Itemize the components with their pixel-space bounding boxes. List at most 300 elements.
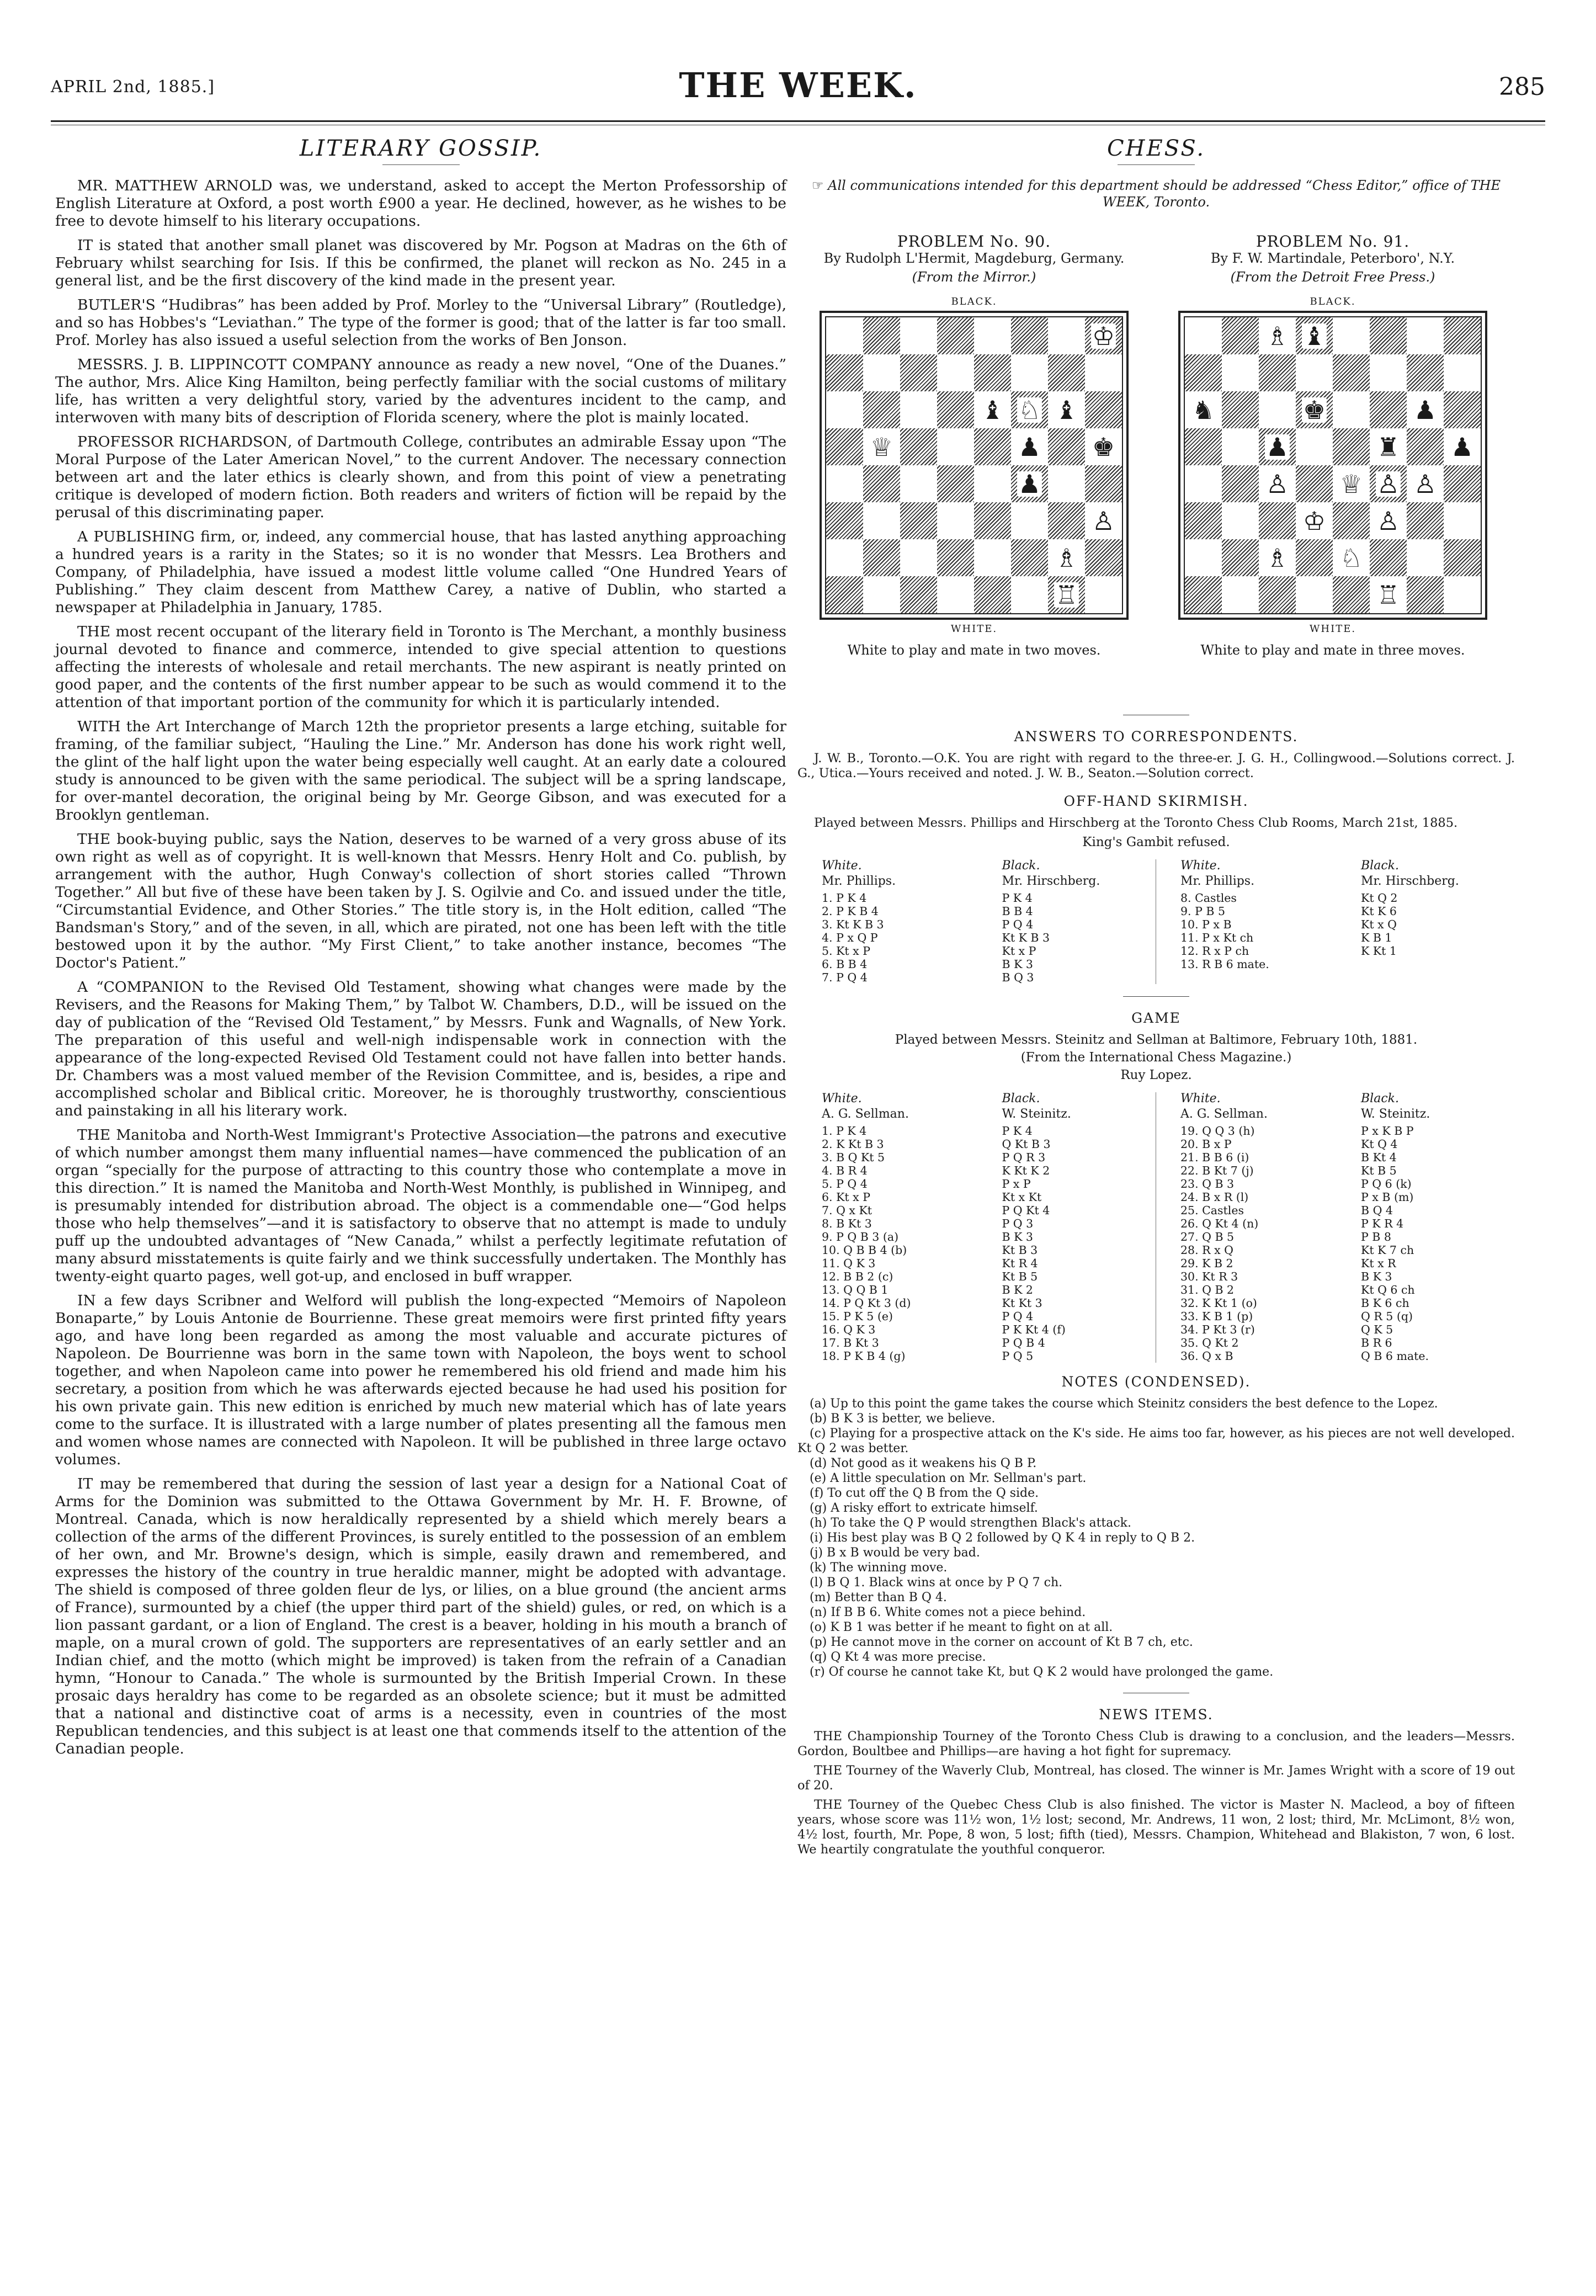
chess-piece-icon: ♗ — [1265, 543, 1289, 573]
paragraph-lead: A “COMPANION — [77, 979, 204, 996]
black-move: P Q R 3 — [1002, 1151, 1046, 1164]
board-square — [937, 502, 974, 539]
white-move: 13. R B 6 mate. — [1180, 958, 1269, 971]
white-move: 11. Q K 3 — [822, 1257, 876, 1270]
black-move: K B 1 — [1361, 931, 1392, 944]
white-move: 22. B Kt 7 (j) — [1180, 1164, 1254, 1177]
board-square — [937, 317, 974, 354]
black-move: P Q Kt 4 — [1002, 1204, 1050, 1217]
black-move: P Q 6 (k) — [1361, 1177, 1412, 1190]
moves-half — [1156, 859, 1515, 984]
white-move: 36. Q x B — [1180, 1349, 1233, 1363]
game-note: (b) B K 3 is better, we believe. — [810, 1412, 996, 1426]
board-square — [1222, 317, 1259, 354]
answers-heading: ANSWERS TO CORRESPONDENTS. — [1014, 729, 1299, 745]
board-square — [1259, 354, 1296, 391]
board-square — [1011, 539, 1048, 576]
board-square — [1048, 354, 1085, 391]
black-move: Q K 5 — [1361, 1323, 1393, 1336]
board-square — [1296, 354, 1333, 391]
black-move: Kt Q 4 — [1361, 1138, 1398, 1151]
paragraph-text: Manitoba and North-West Immigrant's Protective Association—the patrons and executive of which number amongst them many influential names—have commenced the publication of an organ “specially for the purpose of attracting to this country those who contemplate a move in this direction.” It is named the Manitoba and North-West Monthly, is published in Winnipeg, and is presumably intended for distribution abroad. The object is a commendable one—“God helps those who help themselves”—and it is satisfactory to observe that no attempt is made to unduly puff up the undoubted advantages of “New Canada,” whilst a perfectly legitimate refutation of many absurd misstatements is quite fairly and we think successfully undertaken. The Monthly has twenty-eight quarto pages, well got-up, and enclosed in buff wrapper. — [55, 1126, 786, 1285]
black-player: Mr. Hirschberg. — [1361, 874, 1459, 888]
skirmish-heading: OFF-HAND SKIRMISH. — [1063, 793, 1249, 809]
white-move: 6. Kt x P — [822, 1190, 871, 1204]
board-square — [1085, 317, 1122, 354]
board-square — [1185, 576, 1222, 613]
board-square — [863, 502, 900, 539]
white-move: 19. Q Q 3 (h) — [1180, 1124, 1255, 1138]
chess-piece-icon: ♟ — [1265, 432, 1289, 462]
white-move: 18. P K B 4 (g) — [822, 1349, 906, 1363]
game-note: (o) K B 1 was better if he meant to fight on at all. — [810, 1620, 1113, 1634]
board-square — [1370, 502, 1407, 539]
news-item: THE Tourney of the Waverly Club, Montreal, has closed. The winner is Mr. James Wright with a score of 19 out of 20. — [797, 1763, 1515, 1793]
board-square — [1370, 354, 1407, 391]
board-square — [1333, 465, 1370, 502]
paragraph-text: firm, or, indeed, any commercial house, that has lasted anything approaching a hundred years is a rarity in the States; so it is no wonder that Messrs. Lea Brothers and Company, of Philadelphia, have issued a modest little volume called “One Hundred Years of Publishing.” They claim descent from Matthew Carey, a native of Dublin, who started a newspaper at Philadelphia in January, 1785. — [55, 528, 787, 616]
board-square — [1085, 539, 1122, 576]
white-moves-column — [803, 1092, 977, 1363]
white-player: A. G. Sellman. — [822, 1107, 909, 1121]
white-move: 4. P x Q P — [822, 931, 878, 944]
game-note: (a) Up to this point the game takes the course which Steinitz considers the best defence to the Lopez. — [810, 1397, 1438, 1411]
black-move: B B 4 — [1002, 905, 1033, 918]
paragraph-lead: PROFESSOR RICHARDSON — [77, 433, 288, 450]
black-move: P K R 4 — [1361, 1217, 1404, 1230]
board-square — [1444, 539, 1481, 576]
publication-title: THE WEEK. — [679, 65, 917, 105]
white-move: 10. Q B B 4 (b) — [822, 1243, 907, 1257]
white-move: 27. Q B 5 — [1180, 1230, 1235, 1243]
black-move: P K 4 — [1002, 891, 1033, 905]
chess-column — [797, 132, 1515, 1862]
board-square — [826, 502, 863, 539]
moves-half — [797, 1092, 1156, 1363]
white-move: 26. Q Kt 4 (n) — [1180, 1217, 1259, 1230]
game-note: (c) Playing for a prospective attack on the K's side. He aims too far, however, as his pieces are not well developed. Kt Q 2 was better. — [797, 1427, 1515, 1455]
board-square — [1085, 502, 1122, 539]
board-square — [1011, 465, 1048, 502]
white-header: White. — [822, 859, 862, 873]
black-move: Kt K 6 — [1361, 905, 1397, 918]
black-move: B K 3 — [1002, 958, 1033, 971]
board-square — [937, 354, 974, 391]
news-items — [797, 1729, 1515, 1857]
white-move: 25. Castles — [1180, 1204, 1244, 1217]
board-square — [1011, 317, 1048, 354]
paragraph-lead: IN — [77, 1292, 96, 1309]
board-square — [1048, 539, 1085, 576]
game-note: (p) He cannot move in the corner on account of Kt B 7 ch, etc. — [810, 1635, 1193, 1649]
board-square — [900, 391, 937, 428]
white-move: 17. B Kt 3 — [822, 1336, 879, 1349]
chess-piece-icon: ♙ — [1092, 506, 1115, 536]
board-square — [974, 576, 1011, 613]
board-square — [1185, 428, 1222, 465]
chess-piece-icon: ♗ — [1265, 321, 1289, 351]
white-move: 10. P x B — [1180, 918, 1232, 931]
gossip-paragraph — [55, 1126, 786, 1285]
game-opening: Ruy Lopez. — [1120, 1068, 1192, 1082]
masthead — [51, 65, 1545, 118]
white-move: 32. K Kt 1 (o) — [1180, 1296, 1257, 1310]
board-square — [863, 391, 900, 428]
board-square — [826, 465, 863, 502]
white-move: 21. B B 6 (i) — [1180, 1151, 1249, 1164]
black-moves-column — [1336, 1092, 1509, 1363]
board-square — [1085, 576, 1122, 613]
board-square — [1444, 576, 1481, 613]
news-item: THE Championship Tourney of the Toronto Chess Club is drawing to a conclusion, and the leaders—Messrs. Gordon, Boultbee and Phillips—are having a hot fight for supremacy. — [797, 1729, 1515, 1758]
paragraph-text: “Hudibras” has been added by Prof. Morley to the “Universal Library” (Routledge), and so has Hobbes's “Leviathan.” The type of the former is good; that of the latter is far too small. Prof. Morley has also issued a useful selection from the works of Ben Jonson. — [55, 296, 786, 349]
board-square — [1222, 576, 1259, 613]
problem-90 — [797, 232, 1151, 658]
board-square — [1259, 317, 1296, 354]
problem-91 — [1156, 232, 1509, 658]
white-moves-column — [1162, 1092, 1336, 1363]
white-move: 9. P Q B 3 (a) — [822, 1230, 899, 1243]
board-square — [1370, 539, 1407, 576]
chess-piece-icon: ♖ — [1055, 580, 1078, 610]
white-header: White. — [1180, 859, 1221, 873]
game-note: (n) If B B 6. White comes not a piece behind. — [810, 1606, 1086, 1619]
white-move: 9. P B 5 — [1180, 905, 1226, 918]
black-move: B K 6 ch — [1361, 1296, 1409, 1310]
black-move: B K 3 — [1002, 1230, 1033, 1243]
board-square — [937, 391, 974, 428]
white-move: 1. P K 4 — [822, 891, 867, 905]
black-move: Kt K B 3 — [1002, 931, 1050, 944]
board-square — [1259, 465, 1296, 502]
black-player: W. Steinitz. — [1361, 1107, 1430, 1121]
chess-piece-icon: ♖ — [1376, 580, 1400, 610]
black-move: P x P — [1002, 1177, 1031, 1190]
board-square — [1085, 465, 1122, 502]
white-move: 15. P K 5 (e) — [822, 1310, 893, 1323]
black-move: B R 6 — [1361, 1336, 1392, 1349]
white-move: 28. R x Q — [1180, 1243, 1233, 1257]
board-square — [1185, 465, 1222, 502]
white-move: 16. Q K 3 — [822, 1323, 876, 1336]
board-square — [1444, 391, 1481, 428]
board-square — [974, 428, 1011, 465]
pointing-hand-icon: ☞ — [811, 178, 824, 193]
board-square — [1296, 428, 1333, 465]
board-square — [1333, 502, 1370, 539]
game-moves-table — [797, 1092, 1515, 1363]
black-move: Kt B 3 — [1002, 1243, 1038, 1257]
game-intro: Played between Messrs. Steinitz and Sellman at Baltimore, February 10th, 1881. — [895, 1033, 1418, 1047]
board-square — [863, 354, 900, 391]
chess-piece-icon: ♟ — [1018, 469, 1041, 499]
board-square — [1185, 354, 1222, 391]
white-moves-column — [803, 859, 977, 984]
white-move: 29. K B 2 — [1180, 1257, 1233, 1270]
board-square — [1407, 539, 1444, 576]
black-move: Kt Kt 3 — [1002, 1296, 1042, 1310]
black-move: Kt x R — [1361, 1257, 1396, 1270]
chess-note-text: All communications intended for this department should be addressed “Chess Editor,” office of THE WEEK, Toronto. — [828, 178, 1501, 210]
black-label: BLACK. — [1310, 296, 1356, 307]
black-move: B Kt 4 — [1361, 1151, 1397, 1164]
white-move: 7. Q x Kt — [822, 1204, 873, 1217]
black-move: Kt Q 6 ch — [1361, 1283, 1415, 1296]
board-square — [1296, 539, 1333, 576]
board-square — [1370, 317, 1407, 354]
board-square — [974, 539, 1011, 576]
chess-piece-icon: ♔ — [1092, 321, 1115, 351]
skirmish-intro: Played between Messrs. Phillips and Hirschberg at the Toronto Chess Club Rooms, March 21st, 1885. — [814, 816, 1458, 830]
chess-piece-icon: ♘ — [1339, 543, 1363, 573]
problem-title: PROBLEM No. 90. — [897, 232, 1051, 251]
chess-piece-icon: ♜ — [1376, 432, 1400, 462]
chess-piece-icon: ♘ — [1018, 395, 1041, 425]
board-square — [1370, 391, 1407, 428]
problem-source: (From the Detroit Free Press.) — [1230, 269, 1435, 285]
board-square — [1048, 576, 1085, 613]
section-rule — [1123, 996, 1189, 997]
paragraph-text: was, we understand, asked to accept the Merton Professorship of English Literature at Oxford, a post worth £900 a year. He declined, however, as he wishes to be free to devote himself to his literary occupations. — [55, 177, 786, 230]
chess-heading: CHESS. — [1106, 136, 1206, 161]
black-player: Mr. Hirschberg. — [1002, 874, 1100, 888]
board-square — [1407, 354, 1444, 391]
literary-gossip-column — [55, 132, 786, 1764]
moves-half — [797, 859, 1156, 984]
board-square — [1011, 391, 1048, 428]
problem-author: By F. W. Martindale, Peterboro', N.Y. — [1210, 251, 1455, 266]
black-move: P Q B 4 — [1002, 1336, 1045, 1349]
white-move: 11. P x Kt ch — [1180, 931, 1254, 944]
board-square — [826, 391, 863, 428]
board-square — [974, 502, 1011, 539]
board-square — [937, 428, 974, 465]
board-square — [1333, 576, 1370, 613]
board-square — [900, 317, 937, 354]
board-square — [1222, 539, 1259, 576]
paragraph-lead: A PUBLISHING — [77, 528, 195, 545]
board-square — [1370, 576, 1407, 613]
board-square — [1185, 391, 1222, 428]
chess-board — [825, 316, 1123, 614]
board-square — [826, 576, 863, 613]
black-move: Kt x Q — [1361, 918, 1397, 931]
chess-piece-icon: ♔ — [1302, 506, 1326, 536]
board-square — [1407, 465, 1444, 502]
black-move: Q B 6 mate. — [1361, 1349, 1429, 1363]
chess-board-frame — [1178, 311, 1487, 620]
black-move: K Kt K 2 — [1002, 1164, 1050, 1177]
black-move: Kt x Kt — [1002, 1190, 1042, 1204]
white-move: 24. B x R (l) — [1180, 1190, 1249, 1204]
game-note: (h) To take the Q P would strengthen Black's attack. — [810, 1516, 1132, 1530]
board-square — [1222, 428, 1259, 465]
board-square — [900, 502, 937, 539]
white-header: White. — [822, 1092, 862, 1106]
white-label: WHITE. — [950, 623, 998, 635]
board-square — [863, 539, 900, 576]
board-square — [1444, 317, 1481, 354]
white-move: 31. Q B 2 — [1180, 1283, 1235, 1296]
gossip-paragraph — [55, 528, 786, 616]
white-move: 5. P Q 4 — [822, 1177, 868, 1190]
board-square — [1048, 317, 1085, 354]
black-move: Kt B 5 — [1361, 1164, 1397, 1177]
literary-gossip-heading: LITERARY GOSSIP. — [299, 136, 542, 161]
paragraph-lead: BUTLER'S — [77, 296, 156, 313]
board-square — [900, 539, 937, 576]
board-square — [937, 576, 974, 613]
problem-caption: White to play and mate in two moves. — [847, 642, 1101, 658]
board-square — [900, 576, 937, 613]
gossip-paragraph — [55, 237, 786, 290]
chess-piece-icon: ♚ — [1302, 395, 1326, 425]
board-square — [1222, 354, 1259, 391]
answers-text: J. W. B., Toronto.—O.K. You are right with regard to the three-er. J. G. H., Collingwood.—Solutions correct. J. G., Utica.—Yours received and noted. J. W. B., Seaton.—Solution correct. — [797, 751, 1515, 780]
board-square — [1296, 576, 1333, 613]
chess-piece-icon: ♞ — [1191, 395, 1215, 425]
board-square — [1444, 354, 1481, 391]
board-square — [1333, 391, 1370, 428]
white-move: 34. P Kt 3 (r) — [1180, 1323, 1255, 1336]
white-player: Mr. Phillips. — [822, 874, 896, 888]
board-square — [1085, 391, 1122, 428]
black-move: Kt K 7 ch — [1361, 1243, 1414, 1257]
white-move: 12. R x P ch — [1180, 944, 1249, 958]
board-square — [1407, 391, 1444, 428]
board-square — [1259, 502, 1296, 539]
board-square — [863, 465, 900, 502]
white-move: 30. Kt R 3 — [1180, 1270, 1238, 1283]
chess-piece-icon: ♙ — [1265, 469, 1289, 499]
black-move: B Q 4 — [1361, 1204, 1393, 1217]
black-move: P Q 4 — [1002, 918, 1034, 931]
black-move: K Kt 1 — [1361, 944, 1397, 958]
white-label: WHITE. — [1309, 623, 1356, 635]
chess-piece-icon: ♟ — [1413, 395, 1437, 425]
game-note: (d) Not good as it weakens his Q B P. — [810, 1457, 1037, 1470]
chess-editor-note — [797, 177, 1515, 210]
black-player: W. Steinitz. — [1002, 1107, 1071, 1121]
board-square — [1085, 428, 1122, 465]
black-move: B Q 3 — [1002, 971, 1034, 984]
black-moves-column — [977, 859, 1151, 984]
chess-problems — [797, 232, 1515, 707]
board-square — [1185, 502, 1222, 539]
board-square — [974, 317, 1011, 354]
board-square — [1222, 465, 1259, 502]
board-square — [1048, 502, 1085, 539]
board-square — [1048, 465, 1085, 502]
black-move — [1361, 958, 1509, 971]
chess-board-frame — [820, 311, 1129, 620]
white-move: 6. B B 4 — [822, 958, 868, 971]
paragraph-text: most recent occupant of the literary field in Toronto is The Merchant, a monthly business journal devoted to finance and commerce, intended to give special attention to questions affecting the interests of wholesale and retail merchants. The new aspirant is neatly printed on good paper, and the contents of the first number appear to be such as would commend it to the attention of that important portion of the community for which it is particularly intended. — [55, 623, 786, 711]
board-square — [900, 354, 937, 391]
board-square — [1011, 502, 1048, 539]
black-header: Black. — [1002, 859, 1040, 873]
paragraph-lead: THE — [77, 623, 111, 640]
board-square — [1259, 391, 1296, 428]
paragraph-lead: IT — [77, 1475, 93, 1492]
game-notes — [797, 1396, 1515, 1680]
board-square — [937, 539, 974, 576]
board-square — [826, 539, 863, 576]
chess-piece-icon: ♙ — [1376, 506, 1400, 536]
black-move: P x B (m) — [1361, 1190, 1414, 1204]
board-square — [937, 465, 974, 502]
white-move: 2. P K B 4 — [822, 905, 879, 918]
board-square — [1222, 502, 1259, 539]
game-heading: GAME — [1131, 1010, 1181, 1026]
board-square — [1185, 317, 1222, 354]
board-square — [826, 354, 863, 391]
white-move: 23. Q B 3 — [1180, 1177, 1235, 1190]
white-move: 4. B R 4 — [822, 1164, 868, 1177]
gossip-paragraph — [55, 356, 786, 427]
paragraph-lead: THE — [77, 831, 111, 848]
problem-author: By Rudolph L'Hermit, Magdeburg, Germany. — [823, 251, 1125, 266]
paragraph-text: book-buying public, says the Nation, deserves to be warned of a very gross abuse of its own right as well as of copyright. It is well-known that Messrs. Henry Holt and Co. publish, by arrangement with the author, Hugh Conway's collection of short stories called “Thrown Together.” All but five of these have been taken by J. S. Ogilvie and Co. and issued under the title, “Circumstantial Evidence, and Other Stories.” The title story is, in the Holt edition, called “The Bandsman's Story,” and of the seven, in all, which are pirated, not one has been left with the title bestowed upon it by the author. “My First Client,” to take another instance, becomes “The Doctor's Patient.” — [55, 831, 786, 971]
board-square — [1407, 428, 1444, 465]
white-move: 13. Q Q B 1 — [822, 1283, 889, 1296]
section-rule — [382, 164, 460, 165]
white-moves-column — [1162, 859, 1336, 984]
board-square — [974, 354, 1011, 391]
board-square — [1370, 428, 1407, 465]
board-square — [863, 428, 900, 465]
problem-source: (From the Mirror.) — [912, 269, 1036, 285]
game-note: (j) B x B would be very bad. — [810, 1546, 980, 1560]
skirmish-moves-table — [797, 859, 1515, 984]
white-move: 3. Kt K B 3 — [822, 918, 884, 931]
issue-date: APRIL 2nd, 1885.] — [51, 77, 215, 97]
black-move: B K 2 — [1002, 1283, 1033, 1296]
white-move: 1. P K 4 — [822, 1124, 867, 1138]
white-player: A. G. Sellman. — [1180, 1107, 1268, 1121]
black-move: Kt x P — [1002, 944, 1036, 958]
masthead-rule — [51, 120, 1545, 122]
paragraph-text: may be remembered that during the session of last year a design for a National Coat of Arms for the Dominion was submitted to the Ottawa Government by Mr. H. F. Browne, of Montreal. Canada, which is now heraldically represented by a shield which merely bears a collection of the arms of the different Provinces, is surely entitled to the possession of an emblem of her own, and Mr. Browne's design, which is simple, easily drawn and remembered, and expresses the history of the country in true heraldic manner, might be adopted with advantage. The shield is composed of three golden fleur de lys, or lilies, on a blue ground (the ancient arms of France), surmounted by a chief (the upper third part of the shield) gules, or red, on which is a lion passant gardant, or a lion of England. The crest is a beaver, holding in his mouth a branch of maple, on a mural crown of gold. The supporters are representatives of an early settler and an Indian chief, and the motto (which might be improved) is taken from the refrain of a Canadian hymn, “Honour to Canada.” The whole is surmounted by the British Imperial Crown. In these prosaic days heraldry has come to be regarded as an obsolete science; but it must be admitted that a national and distinctive coat of arms is a necessity, even in countries of the most Republican tendencies, and this subject is at least one that commends itself to the attention of the Canadian people. — [55, 1475, 786, 1757]
white-move: 2. K Kt B 3 — [822, 1138, 884, 1151]
paragraph-lead: IT — [77, 237, 93, 254]
paragraph-text: announce as ready a new novel, “One of the Duanes.” The author, Mrs. Alice King Hamilton, being perfectly familiar with the social customs of military life, has written a very delightful story, varied by the adventures incident to the camp, and interwoven with many bits of description of Florida scenery, where the plot is mainly located. — [55, 356, 786, 426]
white-move: 8. B Kt 3 — [822, 1217, 872, 1230]
notes-heading: NOTES (CONDENSED). — [1061, 1374, 1251, 1390]
board-square — [826, 428, 863, 465]
board-square — [1444, 502, 1481, 539]
board-square — [1333, 317, 1370, 354]
paragraph-text: a few days Scribner and Welford will publish the long-expected “Memoirs of Napoleon Bonaparte,” by Louis Antonie de Bourrienne. These great memoirs were first printed fifty years ago, and have long been regarded as among the most valuable and accurate pictures of Napoleon. De Bourrienne was born in the same town with Napoleon, the boys went to school together, and when Napoleon came into power he remembered his old friend and made him his secretary, a position from which he was afterwards ejected because he had used his position for his own private gain. This new edition is enriched by much new material which has of late years come to the surface. It is illustrated with a large number of plates presenting all the famous men and women whose names are connected with Napoleon. It will be published in three large octavo volumes. — [55, 1292, 786, 1468]
black-header: Black. — [1002, 1092, 1040, 1106]
paragraph-text: to the Revised Old Testament, showing what changes were made by the Revisers, and the Reasons for Making Them,” by Talbot W. Chambers, D.D., will be issued on the day of publication of the “Revised Old Testament,” by Messrs. Funk and Wagnalls, of New York. The preparation of this useful and well-nigh indispensable work in connection with the appearance of the long-expected Revised Old Testament could not have fallen into better hands. Dr. Chambers was a most valued member of the Revision Committee, and is, besides, a ripe and accomplished scholar and Biblical critic. Moreover, he is thoroughly trustworthy, conscientious and painstaking in all his literary work. — [55, 979, 786, 1119]
paragraph-lead: WITH — [77, 718, 121, 735]
chess-board — [1184, 316, 1482, 614]
black-move: Kt Q 2 — [1361, 891, 1398, 905]
game-note: (q) Q Kt 4 was more precise. — [810, 1650, 986, 1664]
game-note: (i) His best play was B Q 2 followed by Q K 4 in reply to Q B 2. — [810, 1531, 1195, 1545]
white-move: 14. P Q Kt 3 (d) — [822, 1296, 911, 1310]
white-move: 20. B x P — [1180, 1138, 1232, 1151]
board-square — [900, 465, 937, 502]
board-square — [1407, 576, 1444, 613]
literary-gossip-body — [55, 177, 786, 1758]
board-square — [1333, 354, 1370, 391]
game-note: (r) Of course he cannot take Kt, but Q K 2 would have prolonged the game. — [810, 1665, 1274, 1679]
gossip-paragraph — [55, 433, 786, 522]
white-move: 12. B B 2 (c) — [822, 1270, 893, 1283]
board-square — [1259, 428, 1296, 465]
